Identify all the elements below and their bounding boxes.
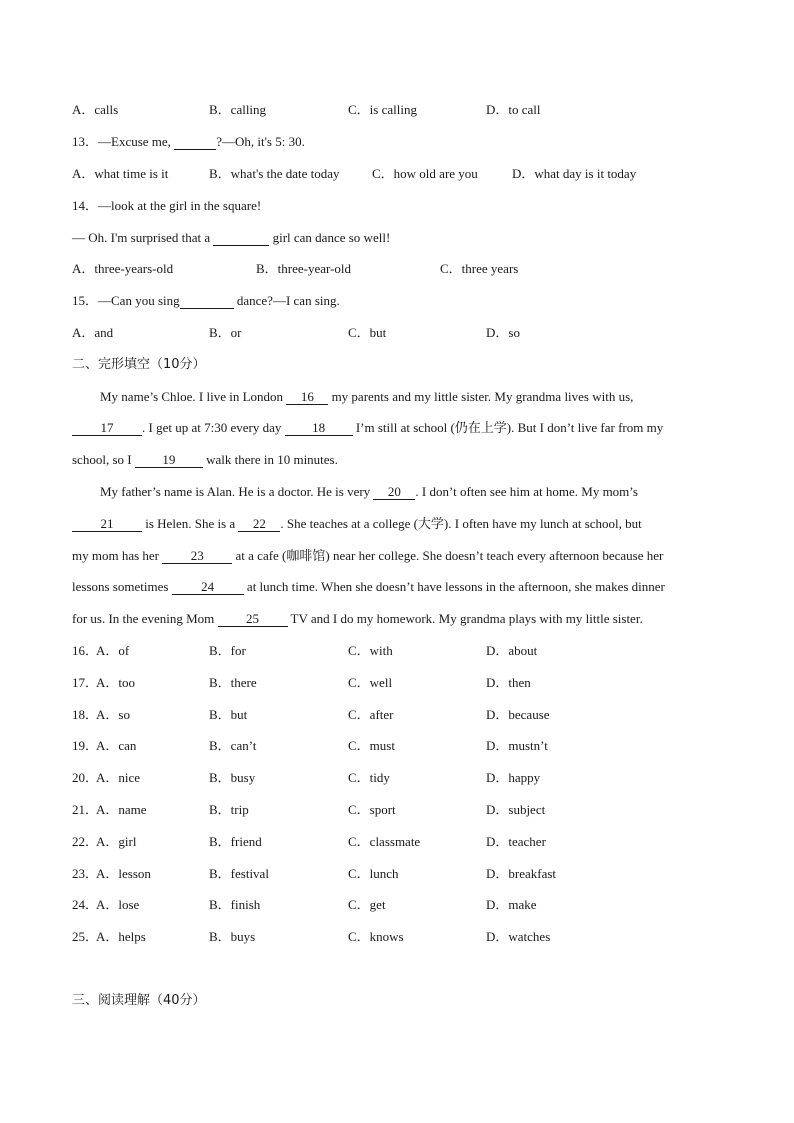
- q14-line2: [72, 230, 390, 246]
- passage-p2-line3: [72, 548, 663, 564]
- blank-22[interactable]: 22: [238, 517, 280, 532]
- section-2-title: 二、完形填空（10分）: [72, 357, 206, 372]
- passage-text: school, so I: [72, 452, 135, 467]
- passage-p1-line1: [100, 389, 633, 405]
- q12-option-c: C．is calling: [348, 102, 417, 117]
- cloze-option-d: D．happy: [486, 770, 541, 785]
- cloze-option-c: C．tidy: [348, 770, 390, 785]
- q14-option-c: C．three years: [440, 261, 519, 276]
- passage-text: is Helen. She is a: [142, 516, 239, 531]
- blank-18[interactable]: 18: [285, 421, 353, 436]
- passage-text: TV and I do my homework. My grandma plays with my little sister.: [287, 611, 643, 626]
- cloze-option-d: D．subject: [486, 802, 546, 817]
- q13-stem: [72, 134, 305, 150]
- q15-stem: [72, 293, 340, 309]
- q12-option-a: A．calls: [72, 102, 119, 117]
- q15-option-d: D．so: [486, 325, 520, 340]
- cloze-option-d: D．make: [486, 897, 537, 912]
- cloze-question-number: 22．: [72, 834, 99, 849]
- q15-option-b: B．or: [209, 325, 242, 340]
- cloze-option-b: B．but: [209, 707, 248, 722]
- passage-text: at a cafe (咖啡馆) near her college. She doesn’t teach every afternoon because her: [232, 548, 664, 563]
- cloze-option-d: D．because: [486, 707, 550, 722]
- q12-option-d: D．to call: [486, 102, 541, 117]
- cloze-option-b: B．there: [209, 675, 257, 690]
- cloze-option-a: A．of: [96, 643, 130, 658]
- q13-option-b: B．what's the date today: [209, 166, 340, 181]
- cloze-question-number: 20．: [72, 770, 99, 785]
- q15-stem-start: 15．—Can you sing: [72, 293, 180, 308]
- passage-text: my mom has her: [72, 548, 163, 563]
- cloze-option-b: B．can’t: [209, 738, 257, 753]
- blank-20[interactable]: 20: [373, 485, 415, 500]
- cloze-option-d: D．then: [486, 675, 531, 690]
- q13-option-a: A．what time is it: [72, 166, 169, 181]
- cloze-option-b: B．finish: [209, 897, 261, 912]
- q13-option-d: D．what day is it today: [512, 166, 637, 181]
- cloze-option-d: D．breakfast: [486, 866, 557, 881]
- q13-stem-end: ?—Oh, it's 5: 30.: [216, 134, 305, 149]
- passage-text: lessons sometimes: [72, 579, 172, 594]
- cloze-option-a: A．so: [96, 707, 130, 722]
- passage-text: for us. In the evening Mom: [72, 611, 218, 626]
- q14-line2-start: — Oh. I'm surprised that a: [72, 230, 214, 245]
- passage-text: my parents and my little sister. My grandma lives with us,: [328, 389, 634, 404]
- cloze-question-number: 24．: [72, 897, 99, 912]
- cloze-option-c: C．classmate: [348, 834, 421, 849]
- passage-text: My name’s Chloe. I live in London: [100, 389, 287, 404]
- blank-21[interactable]: 21: [72, 517, 142, 532]
- q12-option-b: B．calling: [209, 102, 267, 117]
- cloze-option-d: D．watches: [486, 929, 551, 944]
- cloze-question-number: 21．: [72, 802, 99, 817]
- q14-blank[interactable]: [213, 231, 269, 246]
- cloze-question-number: 16．: [72, 643, 99, 658]
- cloze-option-d: D．mustn’t: [486, 738, 548, 753]
- passage-text: . I don’t often see him at home. My mom’s: [415, 484, 638, 499]
- q14-stem: 14．—look at the girl in the square!: [72, 198, 262, 213]
- cloze-question-number: 25．: [72, 929, 99, 944]
- cloze-option-c: C．lunch: [348, 866, 399, 881]
- passage-text: . She teaches at a college (大学). I often have my lunch at school, but: [280, 516, 642, 531]
- q15-blank[interactable]: [180, 294, 234, 309]
- cloze-question-number: 23．: [72, 866, 99, 881]
- cloze-option-c: C．sport: [348, 802, 396, 817]
- q13-stem-start: 13．—Excuse me,: [72, 134, 175, 149]
- blank-17[interactable]: 17: [72, 421, 142, 436]
- cloze-option-c: C．with: [348, 643, 393, 658]
- cloze-option-a: A．lose: [96, 897, 140, 912]
- cloze-option-c: C．after: [348, 707, 394, 722]
- cloze-option-b: B．for: [209, 643, 246, 658]
- passage-text: at lunch time. When she doesn’t have lessons in the afternoon, she makes dinner: [243, 579, 665, 594]
- q14-line2-end: girl can dance so well!: [269, 230, 391, 245]
- q13-blank[interactable]: [174, 135, 216, 150]
- cloze-question-number: 18．: [72, 707, 99, 722]
- cloze-option-b: B．busy: [209, 770, 256, 785]
- cloze-question-number: 17．: [72, 675, 99, 690]
- cloze-option-a: A．too: [96, 675, 136, 690]
- cloze-option-c: C．well: [348, 675, 393, 690]
- passage-text: I’m still at school (仍在上学). But I don’t live far from my: [352, 420, 664, 435]
- blank-24[interactable]: 24: [172, 580, 244, 595]
- passage-text: walk there in 10 minutes.: [202, 452, 338, 467]
- cloze-option-a: A．girl: [96, 834, 137, 849]
- q14-option-a: A．three-years-old: [72, 261, 174, 276]
- q15-option-a: A．and: [72, 325, 114, 340]
- blank-19[interactable]: 19: [135, 453, 203, 468]
- cloze-option-a: A．name: [96, 802, 147, 817]
- cloze-option-a: A．can: [96, 738, 137, 753]
- passage-p2-line5: [72, 611, 643, 627]
- cloze-option-d: D．teacher: [486, 834, 546, 849]
- blank-23[interactable]: 23: [162, 549, 232, 564]
- passage-p2-line4: [72, 579, 665, 595]
- q15-stem-end: dance?—I can sing.: [233, 293, 340, 308]
- passage-p1-line3: [72, 452, 338, 468]
- cloze-option-c: C．must: [348, 738, 395, 753]
- cloze-option-a: A．helps: [96, 929, 146, 944]
- blank-25[interactable]: 25: [218, 612, 288, 627]
- q15-option-c: C．but: [348, 325, 387, 340]
- q14-option-b: B．three-year-old: [256, 261, 352, 276]
- cloze-option-a: A．nice: [96, 770, 141, 785]
- cloze-question-number: 19．: [72, 738, 99, 753]
- cloze-option-c: C．knows: [348, 929, 404, 944]
- q13-option-c: C．how old are you: [372, 166, 478, 181]
- cloze-option-b: B．festival: [209, 866, 269, 881]
- cloze-option-b: B．friend: [209, 834, 262, 849]
- cloze-option-b: B．trip: [209, 802, 249, 817]
- passage-text: My father’s name is Alan. He is a doctor. He is very: [100, 484, 374, 499]
- cloze-option-c: C．get: [348, 897, 386, 912]
- passage-text: . I get up at 7:30 every day: [142, 420, 285, 435]
- cloze-option-a: A．lesson: [96, 866, 151, 881]
- passage-p1-line2: [72, 420, 663, 436]
- cloze-option-b: B．buys: [209, 929, 256, 944]
- blank-16[interactable]: 16: [286, 390, 328, 405]
- cloze-option-d: D．about: [486, 643, 538, 658]
- section-3-title: 三、阅读理解（40分）: [72, 993, 206, 1008]
- passage-p2-line1: [100, 484, 638, 500]
- passage-p2-line2: [72, 516, 642, 532]
